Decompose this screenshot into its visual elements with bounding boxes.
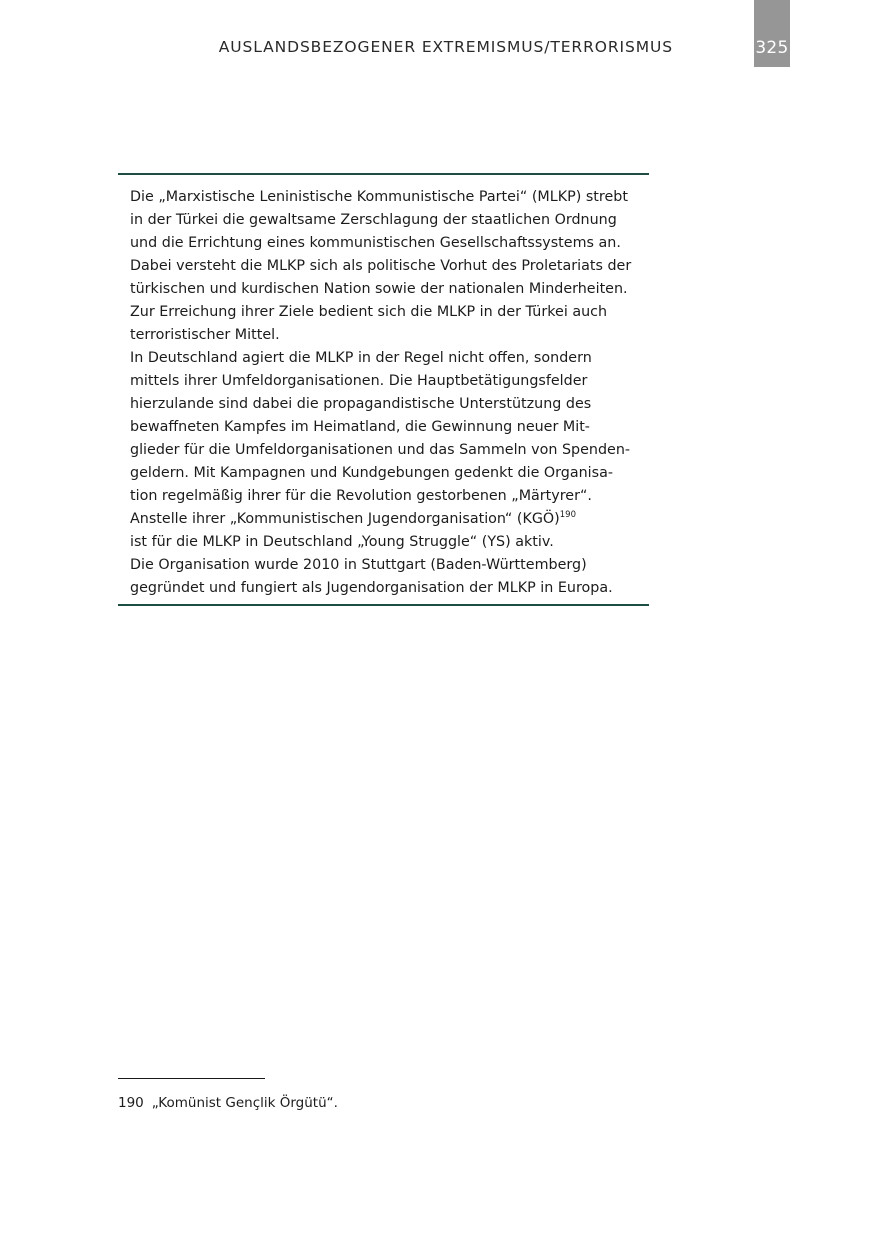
info-box-text bbox=[130, 186, 650, 600]
text-line: terroristischer Mittel. bbox=[130, 327, 280, 343]
text-line: mittels ihrer Umfeldorganisationen. Die Hauptbetätigungsfelder bbox=[130, 373, 588, 389]
text-line: geldern. Mit Kampagnen und Kundgebungen gedenkt die Organisa- bbox=[130, 465, 614, 481]
text-line: ist für die MLKP in Deutschland „Young Struggle“ (YS) aktiv. bbox=[130, 534, 554, 550]
text-line-content: Anstelle ihrer „Kommunistischen Jugendorganisation“ (KGÖ) bbox=[130, 511, 560, 527]
info-box bbox=[118, 173, 649, 606]
text-line: tion regelmäßig ihrer für die Revolution gestorbenen „Märtyrer“. bbox=[130, 488, 592, 504]
running-header-title: AUSLANDSBEZOGENER EXTREMISMUS/TERRORISMUS bbox=[218, 38, 673, 56]
text-line: hierzulande sind dabei die propagandistische Unterstützung des bbox=[130, 396, 592, 412]
text-line: türkischen und kurdischen Nation sowie der nationalen Minderheiten. bbox=[130, 281, 628, 297]
text-line: Die „Marxistische Leninistische Kommunistische Partei“ (MLKP) strebt bbox=[130, 189, 628, 205]
footnote-number: 190 bbox=[118, 1095, 144, 1111]
text-line: und die Errichtung eines kommunistischen Gesellschaftssystems an. bbox=[130, 235, 621, 251]
text-line: In Deutschland agiert die MLKP in der Regel nicht offen, sondern bbox=[130, 350, 592, 366]
page-number-tab bbox=[754, 0, 790, 67]
text-line: Zur Erreichung ihrer Ziele bedient sich die MLKP in der Türkei auch bbox=[130, 304, 608, 320]
text-line: Dabei versteht die MLKP sich als politische Vorhut des Proletariats der bbox=[130, 258, 632, 274]
text-line: Die Organisation wurde 2010 in Stuttgart (Baden-Württemberg) bbox=[130, 557, 587, 573]
text-line: glieder für die Umfeldorganisationen und das Sammeln von Spenden- bbox=[130, 442, 631, 458]
footnote bbox=[118, 1094, 338, 1112]
text-line: bewaffneten Kampfes im Heimatland, die Gewinnung neuer Mit- bbox=[130, 419, 590, 435]
text-line: in der Türkei die gewaltsame Zerschlagung der staatlichen Ordnung bbox=[130, 212, 617, 228]
text-line-with-footnote bbox=[130, 508, 650, 531]
page-number: 325 bbox=[755, 38, 789, 58]
text-line: gegründet und fungiert als Jugendorganisation der MLKP in Europa. bbox=[130, 580, 613, 596]
footnote-reference[interactable]: 190 bbox=[559, 510, 576, 520]
footnote-text: „Komünist Gençlik Örgütü“. bbox=[151, 1095, 338, 1111]
footnote-separator bbox=[118, 1078, 265, 1079]
